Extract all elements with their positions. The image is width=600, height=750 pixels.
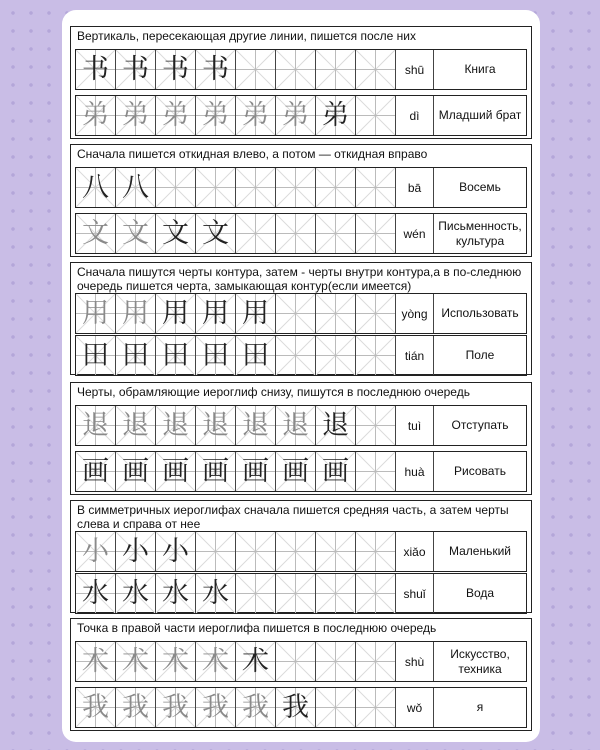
practice-cell[interactable] — [236, 168, 276, 207]
practice-cell[interactable] — [356, 406, 396, 445]
hanzi — [236, 574, 275, 613]
hanzi: 术 — [162, 646, 189, 677]
hanzi — [196, 532, 235, 571]
hanzi — [316, 50, 355, 89]
rule-text: Вертикаль, пересекающая другие линии, пишется после них — [77, 29, 416, 43]
hanzi — [356, 96, 395, 135]
hanzi: 术 — [202, 646, 229, 677]
rule-text: Сначала пишутся черты контура, затем - черты внутри контура,а в по-следнюю очередь пишется черта, замыкающая контур(если имеется) — [77, 265, 522, 293]
practice-cell[interactable] — [356, 214, 396, 253]
lesson-3 — [70, 262, 532, 375]
practice-cell[interactable] — [196, 452, 236, 491]
practice-cell[interactable] — [196, 336, 236, 375]
practice-row — [75, 641, 527, 682]
hanzi: 田 — [242, 340, 269, 371]
translation: Искусство, техника — [450, 646, 510, 676]
practice-cell[interactable] — [316, 336, 356, 375]
translation: Вода — [465, 586, 495, 600]
practice-cell[interactable] — [196, 214, 236, 253]
practice-cell[interactable] — [316, 168, 356, 207]
hanzi: 水 — [202, 578, 229, 609]
hanzi: 退 — [322, 410, 349, 441]
practice-cell[interactable] — [196, 50, 236, 89]
practice-cell[interactable] — [156, 168, 196, 207]
practice-cell[interactable] — [156, 532, 196, 571]
translation: Маленький — [448, 544, 511, 558]
hanzi: 画 — [282, 456, 309, 487]
practice-cell[interactable] — [316, 452, 356, 491]
practice-cell[interactable] — [316, 214, 356, 253]
hanzi: 弟 — [122, 100, 149, 131]
translation: я — [476, 700, 484, 714]
hanzi: 水 — [162, 578, 189, 609]
practice-cell[interactable] — [356, 168, 396, 207]
practice-cell[interactable] — [156, 574, 196, 613]
practice-cell[interactable] — [236, 96, 276, 135]
practice-cell[interactable] — [156, 336, 196, 375]
translation: Книга — [464, 62, 496, 76]
hanzi — [316, 688, 355, 727]
translation: Использовать — [441, 306, 519, 320]
practice-cell[interactable] — [356, 50, 396, 89]
practice-row — [75, 405, 527, 446]
practice-cell[interactable] — [76, 452, 116, 491]
pinyin: shū — [396, 50, 434, 89]
hanzi: 我 — [162, 692, 189, 723]
pinyin: bā — [396, 168, 434, 207]
practice-cell[interactable] — [316, 574, 356, 613]
hanzi — [156, 168, 195, 207]
hanzi — [196, 168, 235, 207]
hanzi: 用 — [202, 298, 229, 329]
translation: Младший брат — [438, 108, 522, 122]
practice-cell[interactable] — [196, 294, 236, 333]
hanzi — [356, 688, 395, 727]
practice-cell[interactable] — [116, 168, 156, 207]
hanzi: 弟 — [282, 100, 309, 131]
practice-cell[interactable] — [316, 406, 356, 445]
practice-cell[interactable] — [236, 294, 276, 333]
hanzi — [356, 574, 395, 613]
hanzi — [236, 50, 275, 89]
practice-row — [75, 573, 527, 614]
hanzi — [356, 642, 395, 681]
practice-row — [75, 95, 527, 136]
practice-cell[interactable] — [76, 294, 116, 333]
practice-cell[interactable] — [196, 96, 236, 135]
practice-cell[interactable] — [116, 642, 156, 681]
practice-cell[interactable] — [196, 642, 236, 681]
practice-cell[interactable] — [316, 688, 356, 727]
practice-cell[interactable] — [76, 574, 116, 613]
hanzi: 术 — [122, 646, 149, 677]
practice-cell[interactable] — [76, 96, 116, 135]
pinyin: shù — [396, 642, 434, 681]
hanzi: 八 — [82, 172, 109, 203]
practice-cell[interactable] — [116, 294, 156, 333]
practice-cell[interactable] — [356, 574, 396, 613]
practice-cell[interactable] — [236, 688, 276, 727]
lesson-2 — [70, 144, 532, 257]
practice-cell[interactable] — [156, 96, 196, 135]
translation: Поле — [465, 348, 495, 362]
practice-cell[interactable] — [356, 336, 396, 375]
practice-cell[interactable] — [116, 452, 156, 491]
hanzi: 画 — [202, 456, 229, 487]
hanzi: 文 — [122, 218, 149, 249]
practice-cell[interactable] — [156, 642, 196, 681]
hanzi: 文 — [202, 218, 229, 249]
practice-cell[interactable] — [196, 532, 236, 571]
practice-cell[interactable] — [236, 452, 276, 491]
hanzi — [236, 532, 275, 571]
practice-row — [75, 213, 527, 254]
practice-cell[interactable] — [76, 688, 116, 727]
practice-cell[interactable] — [196, 168, 236, 207]
practice-cell[interactable] — [116, 96, 156, 135]
hanzi: 我 — [202, 692, 229, 723]
practice-cell[interactable] — [276, 642, 316, 681]
practice-cell[interactable] — [76, 336, 116, 375]
practice-cell[interactable] — [316, 50, 356, 89]
hanzi — [356, 336, 395, 375]
practice-cell[interactable] — [156, 688, 196, 727]
hanzi: 小 — [82, 536, 109, 567]
hanzi: 用 — [162, 298, 189, 329]
practice-cell[interactable] — [356, 532, 396, 571]
hanzi: 书 — [162, 54, 189, 85]
pinyin: yòng — [396, 294, 434, 333]
hanzi: 八 — [122, 172, 149, 203]
hanzi: 画 — [162, 456, 189, 487]
practice-cell[interactable] — [236, 336, 276, 375]
rule-text: Черты, обрамляющие иероглиф снизу, пишутся в последнюю очередь — [77, 385, 470, 399]
practice-cell[interactable] — [116, 406, 156, 445]
hanzi — [316, 294, 355, 333]
hanzi: 文 — [162, 218, 189, 249]
practice-cell[interactable] — [356, 294, 396, 333]
practice-cell[interactable] — [196, 406, 236, 445]
pinyin: huà — [396, 452, 434, 491]
practice-cell[interactable] — [276, 532, 316, 571]
practice-cell[interactable] — [236, 50, 276, 89]
practice-cell[interactable] — [116, 50, 156, 89]
practice-cell[interactable] — [356, 642, 396, 681]
hanzi — [276, 642, 315, 681]
hanzi: 弟 — [82, 100, 109, 131]
hanzi: 画 — [242, 456, 269, 487]
hanzi: 弟 — [322, 100, 349, 131]
hanzi — [356, 50, 395, 89]
hanzi — [356, 294, 395, 333]
practice-row — [75, 687, 527, 728]
hanzi: 书 — [122, 54, 149, 85]
pinyin: shuǐ — [396, 574, 434, 613]
pinyin: wǒ — [396, 688, 434, 727]
hanzi — [276, 294, 315, 333]
hanzi — [316, 168, 355, 207]
practice-row — [75, 293, 527, 334]
pinyin: wén — [396, 214, 434, 253]
hanzi: 书 — [202, 54, 229, 85]
practice-row — [75, 451, 527, 492]
practice-cell[interactable] — [156, 214, 196, 253]
hanzi — [316, 574, 355, 613]
practice-cell[interactable] — [76, 642, 116, 681]
practice-cell[interactable] — [156, 452, 196, 491]
hanzi: 书 — [82, 54, 109, 85]
hanzi: 用 — [242, 298, 269, 329]
hanzi — [356, 532, 395, 571]
practice-cell[interactable] — [276, 294, 316, 333]
pinyin: dì — [396, 96, 434, 135]
practice-cell[interactable] — [316, 532, 356, 571]
rule-text: В симметричных иероглифах сначала пишется средняя часть, а затем черты слева и справа от нее — [77, 503, 509, 531]
practice-cell[interactable] — [236, 406, 276, 445]
practice-cell[interactable] — [276, 214, 316, 253]
hanzi — [356, 452, 395, 491]
practice-cell[interactable] — [156, 294, 196, 333]
hanzi: 弟 — [242, 100, 269, 131]
hanzi: 画 — [322, 456, 349, 487]
practice-cell[interactable] — [76, 50, 116, 89]
translation: Восемь — [459, 180, 501, 194]
hanzi: 水 — [122, 578, 149, 609]
practice-cell[interactable] — [76, 214, 116, 253]
hanzi — [276, 50, 315, 89]
hanzi — [276, 168, 315, 207]
hanzi: 退 — [122, 410, 149, 441]
practice-cell[interactable] — [276, 406, 316, 445]
hanzi: 田 — [122, 340, 149, 371]
hanzi: 田 — [82, 340, 109, 371]
hanzi — [316, 642, 355, 681]
hanzi: 我 — [242, 692, 269, 723]
hanzi: 退 — [282, 410, 309, 441]
hanzi — [236, 168, 275, 207]
practice-cell[interactable] — [316, 294, 356, 333]
practice-cell[interactable] — [276, 168, 316, 207]
hanzi: 退 — [162, 410, 189, 441]
practice-cell[interactable] — [116, 574, 156, 613]
hanzi — [356, 168, 395, 207]
practice-cell[interactable] — [276, 574, 316, 613]
practice-cell[interactable] — [156, 50, 196, 89]
hanzi — [276, 336, 315, 375]
hanzi — [316, 532, 355, 571]
hanzi: 我 — [282, 692, 309, 723]
practice-cell[interactable] — [196, 688, 236, 727]
pinyin: tián — [396, 336, 434, 375]
practice-cell[interactable] — [236, 642, 276, 681]
worksheet-page — [62, 10, 540, 742]
practice-cell[interactable] — [276, 336, 316, 375]
lesson-4 — [70, 382, 532, 495]
translation: Отступать — [451, 418, 509, 432]
practice-cell[interactable] — [356, 96, 396, 135]
hanzi — [316, 336, 355, 375]
rule-text: Сначала пишется откидная влево, а потом — откидная вправо — [77, 147, 428, 161]
hanzi: 术 — [242, 646, 269, 677]
rule-text: Точка в правой части иероглифа пишется в последнюю очередь — [77, 621, 437, 635]
hanzi: 我 — [82, 692, 109, 723]
hanzi: 画 — [122, 456, 149, 487]
hanzi — [316, 214, 355, 253]
hanzi: 用 — [82, 298, 109, 329]
hanzi: 术 — [82, 646, 109, 677]
hanzi — [276, 214, 315, 253]
practice-cell[interactable] — [196, 574, 236, 613]
hanzi: 小 — [122, 536, 149, 567]
practice-cell[interactable] — [116, 532, 156, 571]
hanzi — [356, 214, 395, 253]
hanzi — [236, 214, 275, 253]
lesson-6 — [70, 618, 532, 731]
hanzi: 小 — [162, 536, 189, 567]
translation: Письменность, культура — [438, 218, 522, 248]
hanzi: 我 — [122, 692, 149, 723]
practice-cell[interactable] — [276, 688, 316, 727]
practice-cell[interactable] — [116, 214, 156, 253]
practice-row — [75, 167, 527, 208]
hanzi: 田 — [162, 340, 189, 371]
lesson-1 — [70, 26, 532, 139]
pinyin: xiǎo — [396, 532, 434, 571]
practice-cell[interactable] — [356, 688, 396, 727]
practice-row — [75, 49, 527, 90]
hanzi: 弟 — [202, 100, 229, 131]
practice-cell[interactable] — [276, 50, 316, 89]
practice-cell[interactable] — [276, 96, 316, 135]
practice-cell[interactable] — [316, 96, 356, 135]
lesson-5 — [70, 500, 532, 613]
practice-cell[interactable] — [116, 336, 156, 375]
practice-cell[interactable] — [156, 406, 196, 445]
hanzi — [276, 532, 315, 571]
practice-cell[interactable] — [356, 452, 396, 491]
hanzi: 文 — [82, 218, 109, 249]
practice-cell[interactable] — [236, 574, 276, 613]
practice-cell[interactable] — [76, 168, 116, 207]
practice-cell[interactable] — [236, 214, 276, 253]
hanzi: 用 — [122, 298, 149, 329]
practice-cell[interactable] — [316, 642, 356, 681]
practice-row — [75, 335, 527, 376]
hanzi: 退 — [242, 410, 269, 441]
pinyin: tuì — [396, 406, 434, 445]
practice-cell[interactable] — [76, 532, 116, 571]
hanzi: 田 — [202, 340, 229, 371]
practice-cell[interactable] — [236, 532, 276, 571]
practice-cell[interactable] — [116, 688, 156, 727]
practice-row — [75, 531, 527, 572]
hanzi — [356, 406, 395, 445]
hanzi: 退 — [82, 410, 109, 441]
hanzi: 水 — [82, 578, 109, 609]
hanzi: 弟 — [162, 100, 189, 131]
practice-cell[interactable] — [276, 452, 316, 491]
hanzi: 画 — [82, 456, 109, 487]
translation: Рисовать — [454, 464, 506, 478]
practice-cell[interactable] — [76, 406, 116, 445]
hanzi — [276, 574, 315, 613]
hanzi: 退 — [202, 410, 229, 441]
